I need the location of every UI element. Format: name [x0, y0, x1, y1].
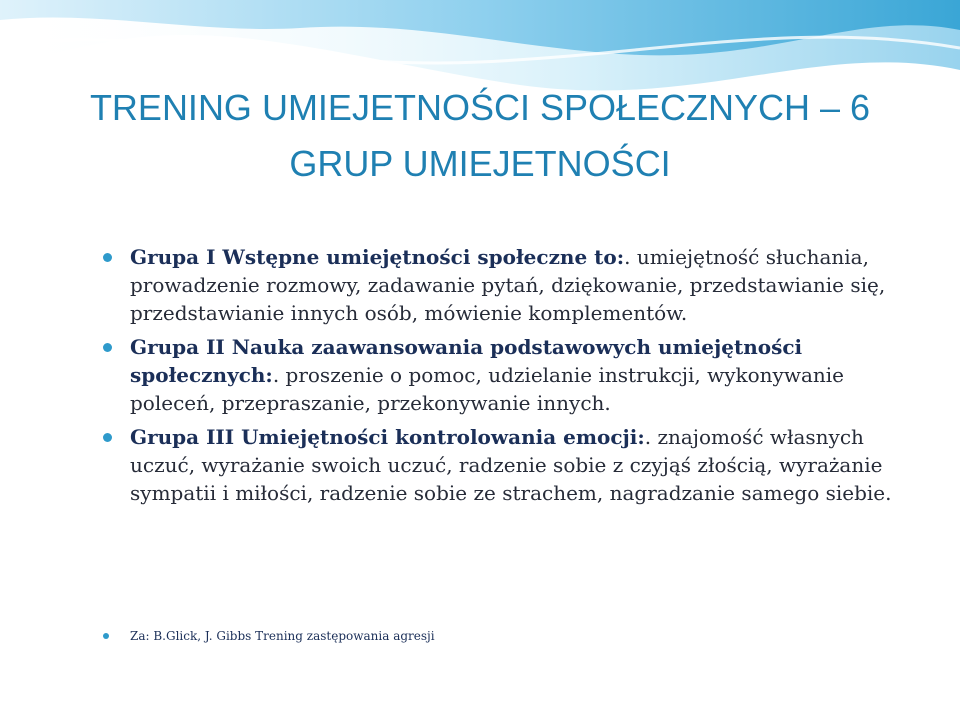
slide-title-line-2: GRUP UMIEJETNOŚCI: [289, 143, 671, 184]
source-note-text: Za: B.Glick, J. Gibbs Trening zastępowania agresji: [130, 629, 435, 643]
list-item-group-2: [98, 333, 910, 417]
bullet-dot-icon: [103, 343, 112, 352]
group-heading: Grupa III Umiejętności kontrolowania emocji:: [130, 425, 645, 449]
skill-groups-list: [98, 243, 910, 513]
group-description: . umiejętność słuchania, prowadzenie rozmowy, zadawanie pytań, dziękowanie, przedstawianie się, przedstawianie innych osób, mówienie komplementów.: [130, 245, 886, 325]
source-note: [130, 627, 730, 645]
list-item-group-3: [98, 423, 910, 507]
slide-title-line-1: TRENING UMIEJETNOŚCI SPOŁECZNYCH – 6: [89, 87, 871, 128]
bullet-dot-icon: [103, 253, 112, 262]
list-item-group-1: [98, 243, 910, 327]
group-heading: Grupa II Nauka zaawansowania podstawowych umiejętności społecznych:: [130, 335, 803, 387]
bullet-dot-icon: [103, 433, 112, 442]
group-heading: Grupa I Wstępne umiejętności społeczne to:: [130, 245, 625, 269]
group-description: . znajomość własnych uczuć, wyrażanie swoich uczuć, radzenie sobie z czyjąś złością, wyrażanie sympatii i miłości, radzenie sobie ze strachem, nagradzanie samego siebie.: [130, 425, 892, 505]
slide-title: [40, 80, 920, 192]
source-note-list: [98, 627, 730, 645]
group-description: . proszenie o pomoc, udzielanie instrukcji, wykonywanie poleceń, przepraszanie, przekonywanie innych.: [130, 363, 845, 415]
bullet-dot-icon: [103, 633, 109, 639]
